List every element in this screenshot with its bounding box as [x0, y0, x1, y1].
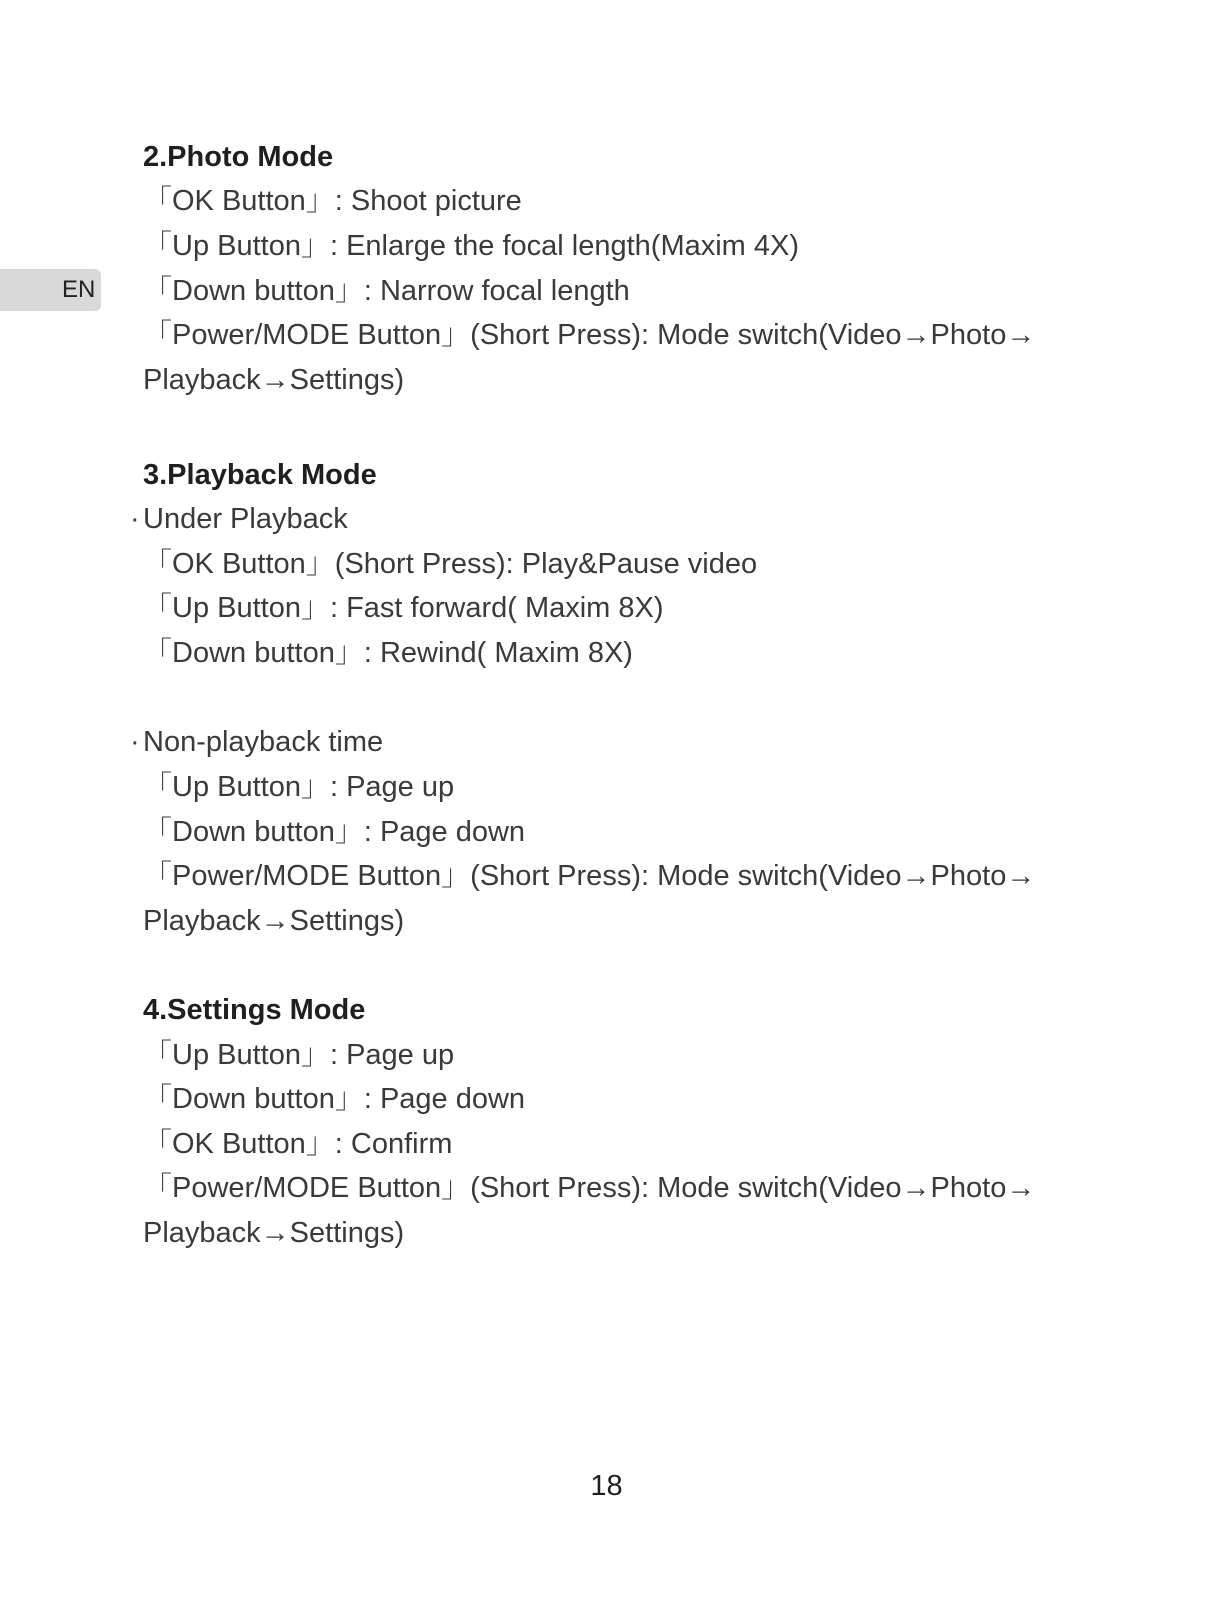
settings-ok-button-line: 「OK Button」: Confirm: [143, 1128, 453, 1160]
language-tab: EN: [0, 269, 101, 311]
playback-ok-button-line: 「OK Button」(Short Press): Play&Pause video: [143, 548, 758, 580]
settings-down-button-line: 「Down button」: Page down: [143, 1083, 526, 1115]
photo-ok-button-line: 「OK Button」: Shoot picture: [143, 185, 522, 217]
section-heading-playback-mode: 3.Playback Mode: [143, 459, 377, 491]
photo-down-button-line: 「Down button」: Narrow focal length: [143, 275, 630, 307]
non-playback-down-button-line: 「Down button」: Page down: [143, 816, 526, 848]
playback-down-button-line: 「Down button」: Rewind( Maxim 8X): [143, 637, 633, 669]
page-number: 18: [590, 1470, 623, 1502]
non-playback-power-mode-line: 「Power/MODE Button」(Short Press): Mode switch(Video→Photo→: [143, 860, 1036, 892]
under-playback-title: Under Playback: [143, 503, 348, 535]
section-heading-settings-mode: 4.Settings Mode: [143, 994, 366, 1026]
bullet-under-playback: ·: [130, 503, 140, 535]
bullet-non-playback: ·: [130, 726, 140, 758]
non-playback-up-button-line: 「Up Button」: Page up: [143, 771, 455, 803]
non-playback-title: Non-playback time: [143, 726, 384, 758]
non-playback-power-mode-line-cont: Playback→Settings): [143, 905, 405, 937]
photo-power-mode-line: 「Power/MODE Button」(Short Press): Mode switch(Video→Photo→: [143, 319, 1036, 351]
section-heading-photo-mode: 2.Photo Mode: [143, 141, 334, 173]
photo-power-mode-line-cont: Playback→Settings): [143, 364, 405, 396]
playback-up-button-line: 「Up Button」: Fast forward( Maxim 8X): [143, 592, 664, 624]
settings-up-button-line: 「Up Button」: Page up: [143, 1039, 455, 1071]
settings-power-mode-line: 「Power/MODE Button」(Short Press): Mode switch(Video→Photo→: [143, 1172, 1036, 1204]
photo-up-button-line: 「Up Button」: Enlarge the focal length(Maxim 4X): [143, 230, 800, 262]
settings-power-mode-line-cont: Playback→Settings): [143, 1217, 405, 1249]
